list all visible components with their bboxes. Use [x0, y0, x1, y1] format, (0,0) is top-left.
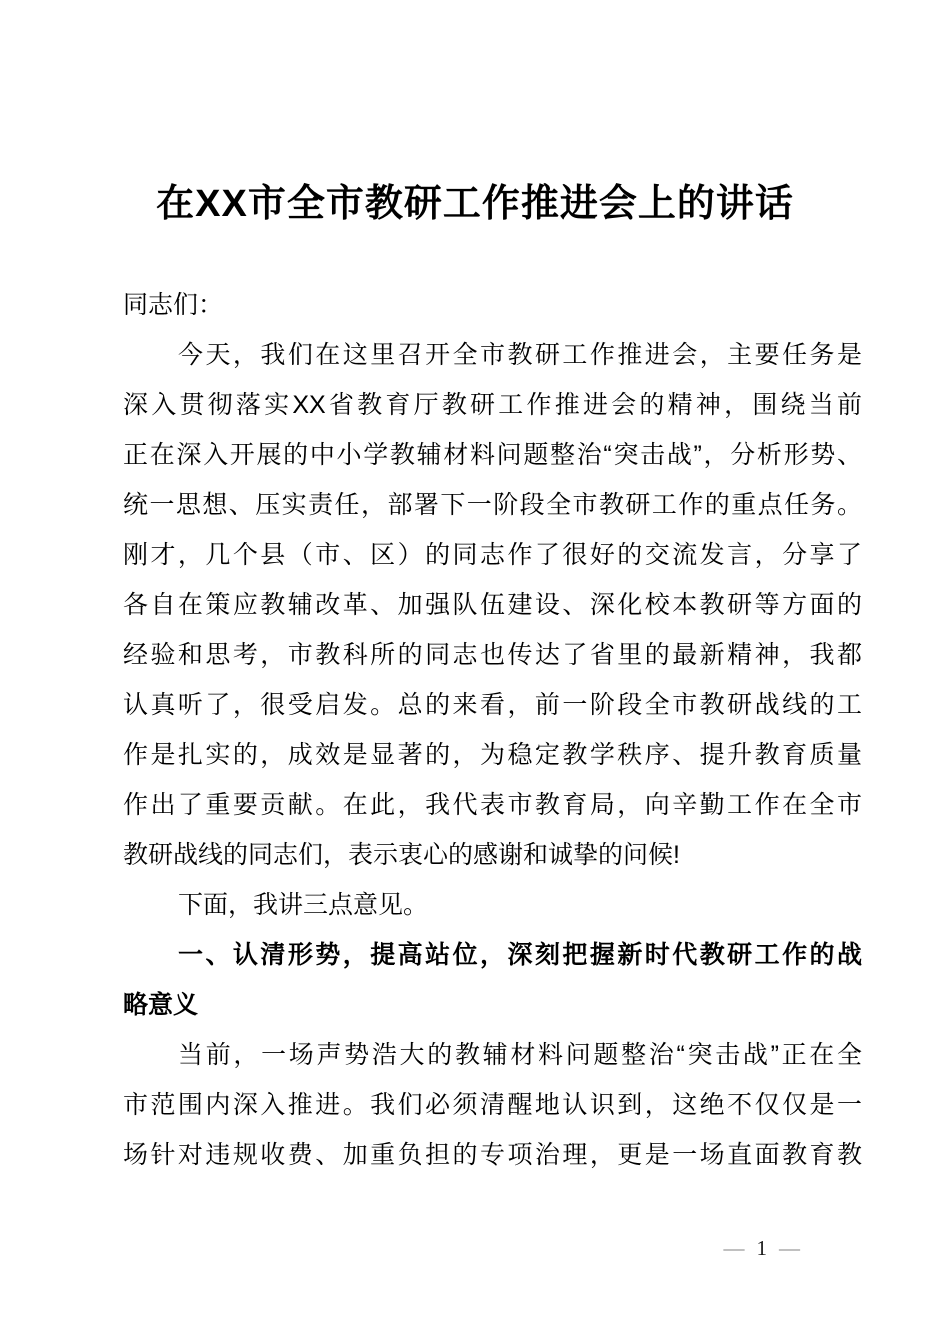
footer-dash-right: — — [779, 1235, 800, 1260]
salutation-line: 同志们： — [123, 291, 224, 319]
body-line: 作出了重要贡献。在此，我代表市教育局，向辛勤工作在全市 — [123, 791, 862, 819]
body-line: 深入贯彻落实XX省教育厅教研工作推进会的精神，围绕当前 — [123, 391, 862, 419]
body-line: 各自在策应教辅改革、加强队伍建设、深化校本教研等方面的 — [123, 591, 862, 619]
body-line: 刚才，几个县（市、区）的同志作了很好的交流发言，分享了 — [123, 541, 862, 569]
section-heading-line: 略意义 — [123, 991, 199, 1019]
body-line: 场针对违规收费、加重负担的专项治理，更是一场直面教育教 — [123, 1141, 862, 1169]
body-line: 当前，一场声势浩大的教辅材料问题整治“突击战”正在全 — [178, 1041, 862, 1069]
footer-page-number: 1 — [756, 1235, 767, 1260]
document-title: 在XX市全市教研工作推进会上的讲话 — [156, 183, 794, 225]
body-line: 正在深入开展的中小学教辅材料问题整治“突击战”，分析形势、 — [123, 441, 862, 469]
body-line: 教研战线的同志们，表示衷心的感谢和诚挚的问候! — [123, 841, 680, 869]
footer-dash-left: — — [723, 1235, 745, 1260]
body-line: 今天，我们在这里召开全市教研工作推进会，主要任务是 — [178, 341, 862, 369]
body-line: 统一思想、压实责任，部署下一阶段全市教研工作的重点任务。 — [123, 491, 862, 519]
page-footer — [724, 1234, 801, 1262]
body-line: 作是扎实的，成效是显著的，为稳定教学秩序、提升教育质量 — [123, 741, 862, 769]
body-line: 下面，我讲三点意见。 — [178, 891, 429, 919]
body-line: 市范围内深入推进。我们必须清醒地认识到，这绝不仅仅是一 — [123, 1091, 862, 1119]
body-line: 认真听了，很受启发。总的来看，前一阶段全市教研战线的工 — [123, 691, 862, 719]
section-heading-line: 一、认清形势，提高站位，深刻把握新时代教研工作的战 — [178, 941, 862, 969]
body-line: 经验和思考，市教科所的同志也传达了省里的最新精神，我都 — [123, 641, 862, 669]
document-body — [123, 280, 862, 1180]
